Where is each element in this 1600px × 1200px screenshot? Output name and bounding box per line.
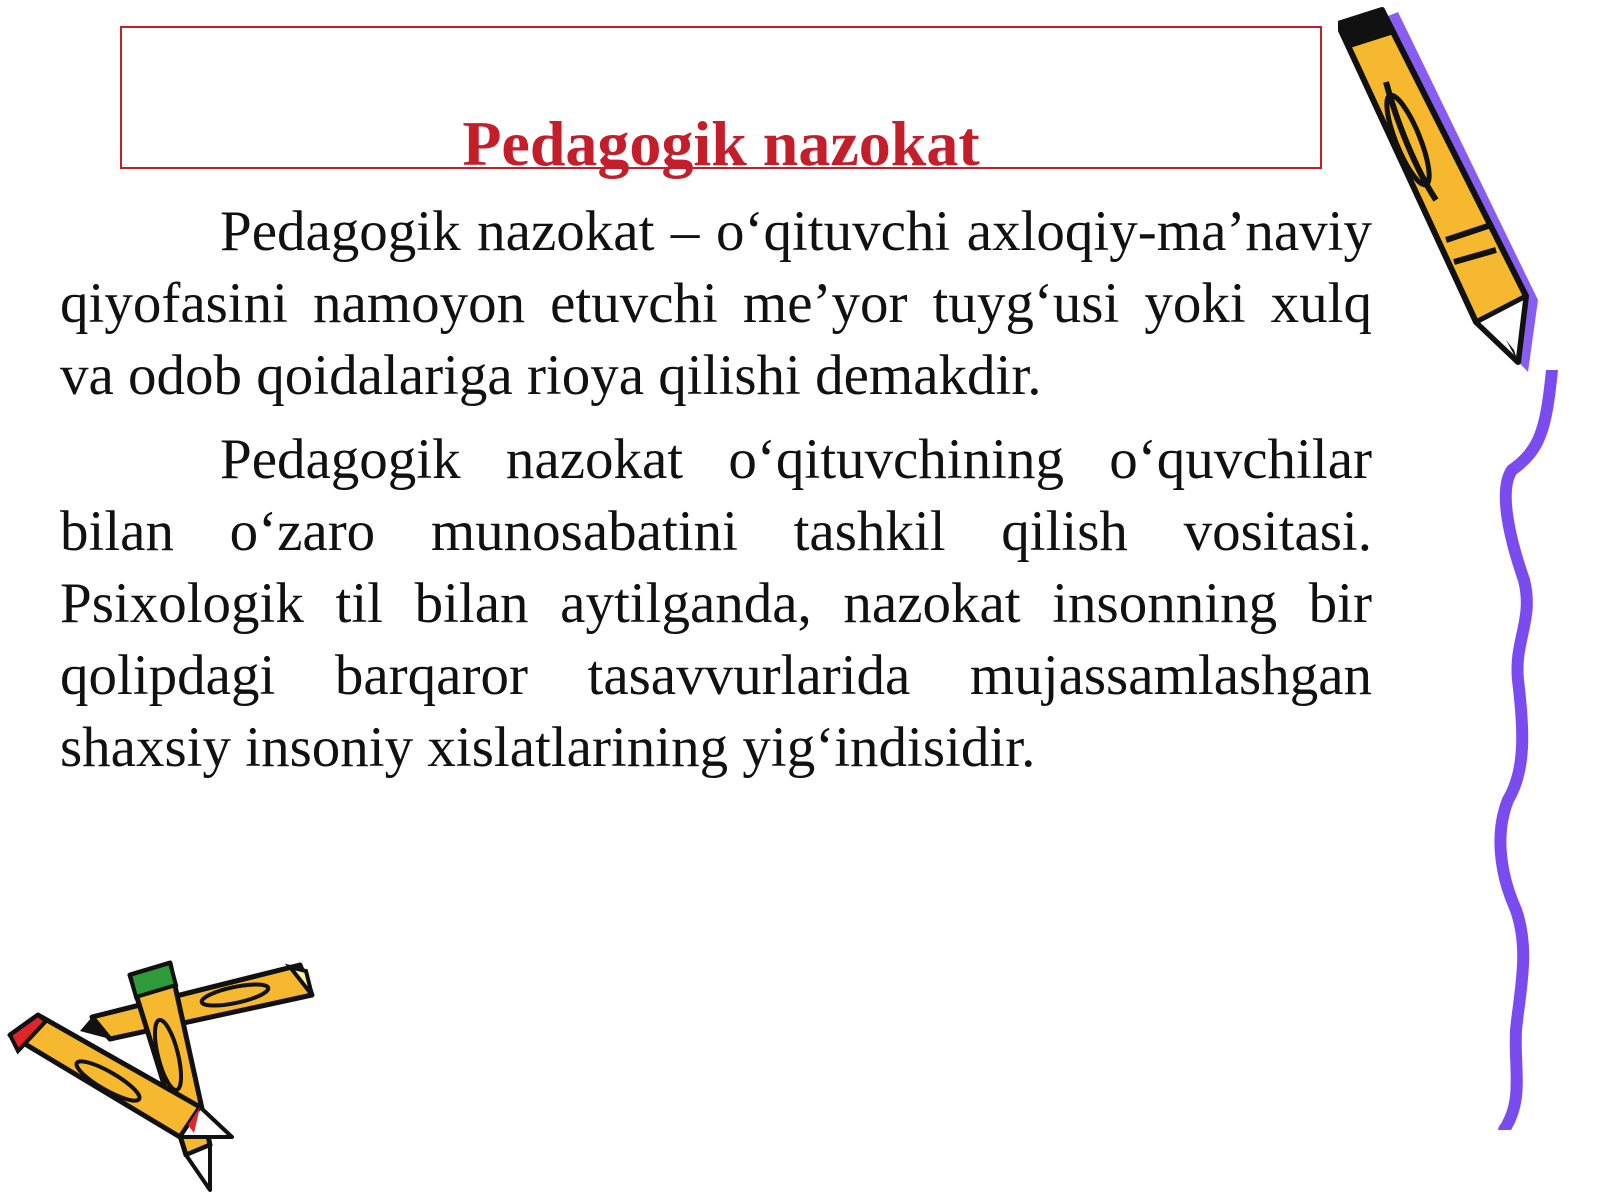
title-box: [120, 26, 1322, 179]
pencil-icon: [1338, 0, 1600, 380]
slide-body: [60, 196, 1372, 784]
paragraph-explanation: Pedagogik nazokat o‘qituvchining o‘quvchilar bilan o‘zaro munosabatini tashkil qilish vositasi. Psixologik til bilan aytilganda, nazokat insonning bir qolipdagi barqaror tasavvurlarida mujassamlashgan shaxsiy insoniy xislatlarining yig‘indisidir.: [60, 428, 1372, 779]
squiggle-line-icon: [1490, 370, 1600, 1130]
slide-title: Pedagogik nazokat: [462, 108, 980, 179]
crossed-pencils-icon: [0, 955, 330, 1200]
paragraph-definition: Pedagogik nazokat – o‘qituvchi axloqiy-ma’naviy qiyofasini namoyon etuvchi me’yor tuyg‘usi yoki xulq va odob qoidalariga rioya qilishi demakdir.: [60, 200, 1372, 407]
